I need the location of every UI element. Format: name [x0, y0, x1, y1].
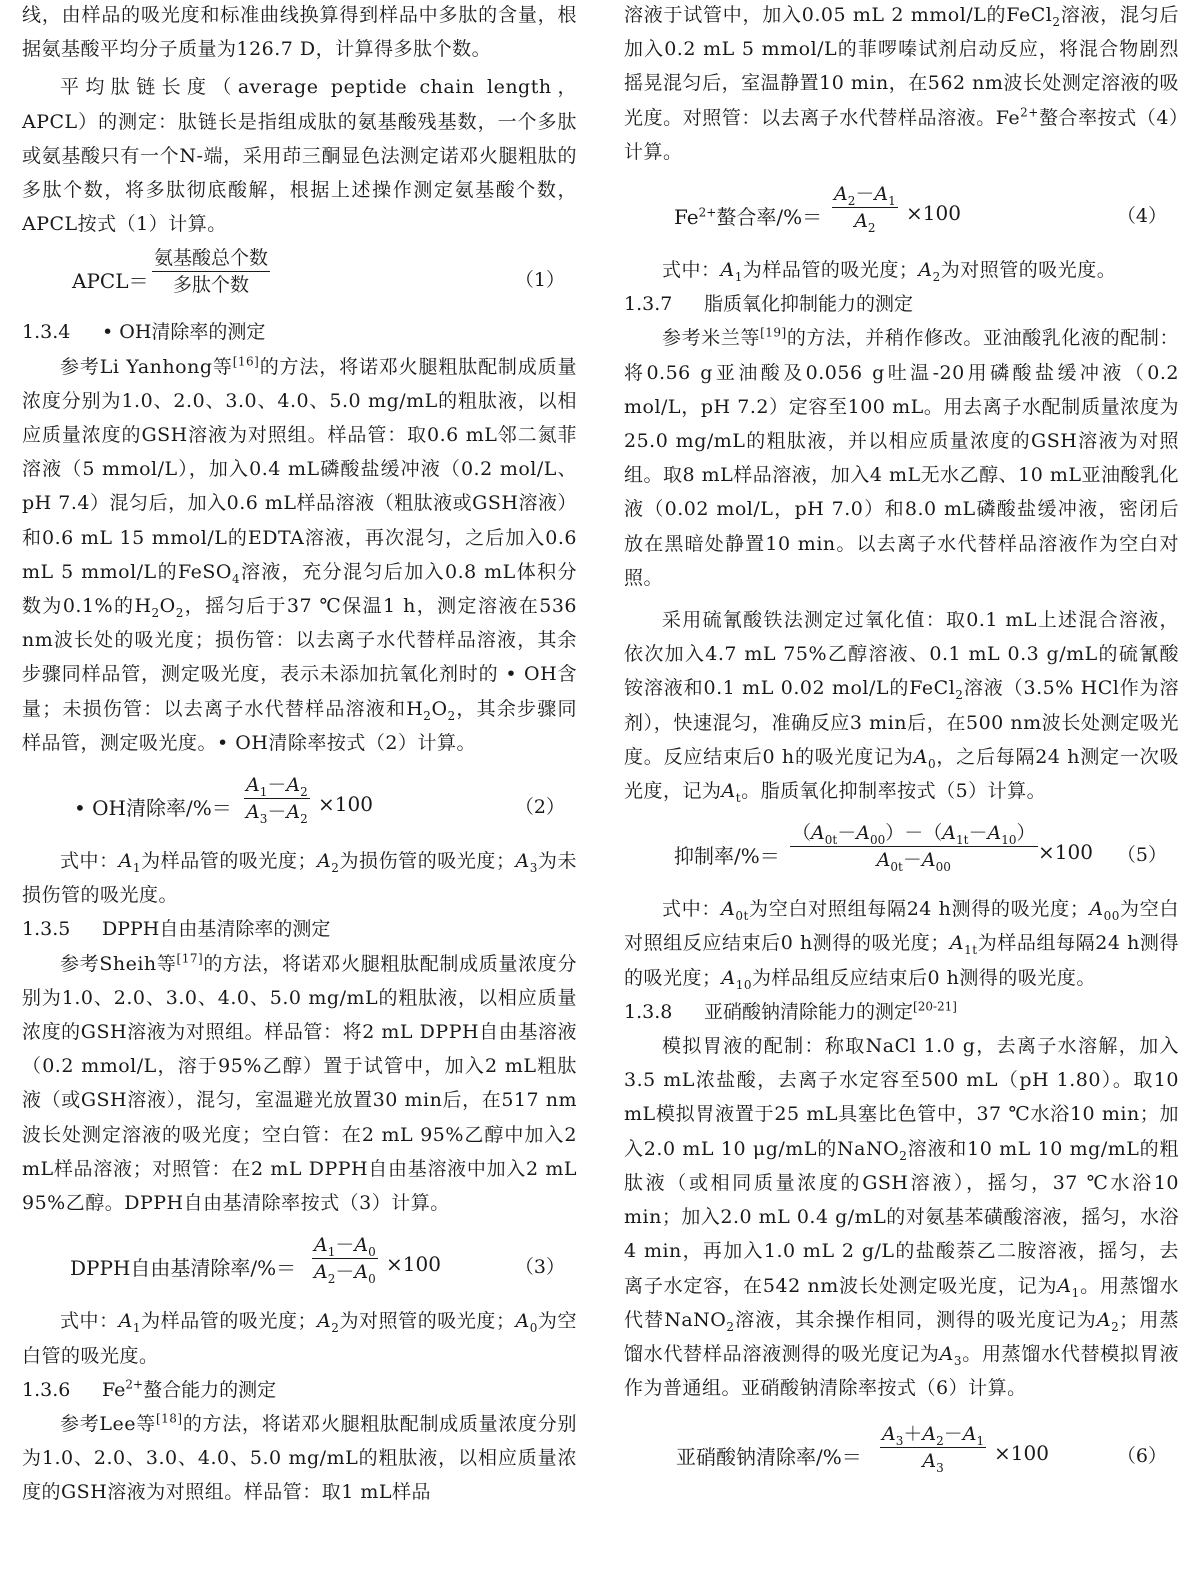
- equation-4-denominator: $A_2$: [854, 210, 876, 235]
- equation-2-lhs: • OH清除率/%＝: [74, 796, 232, 821]
- equation-3-fraction: [312, 1232, 378, 1285]
- equation-2-fraction: [244, 772, 310, 825]
- equation-4-number: （4）: [1116, 205, 1167, 228]
- equation-5-multiplier: ×100: [1038, 840, 1093, 865]
- right-column: [624, 0, 1179, 1489]
- section-number: 1.3.6: [22, 1378, 71, 1401]
- paragraph-thiocyanate-method: 采用硫氰酸铁法测定过氧化值：取0.1 mL上述混合溶液，依次加入4.7 mL 75%乙醇溶液、0.1 mL 0.3 g/mL的硫氰酸铵溶液和0.1 mL 0.02 mol/L的FeCl$_2$溶液（3.5% HCl作为溶剂），快速混匀，准确反应3 min后，在500 nm波长处测定吸光度。反应结束后0 h的吸光度记为$A_0$，之后每隔24 h测定一次吸光度，记为$A_t$。脂质氧化抑制率按式（5）计算。: [624, 609, 1180, 805]
- equation-4-lhs: $Fe^{2+}$螯合率/%＝: [674, 205, 823, 230]
- equation-6-fraction: [880, 1421, 986, 1474]
- equation-4-multiplier: ×100: [906, 201, 961, 226]
- equation-5-denominator: $A_{0t}-A_{00}$: [876, 849, 951, 875]
- equation-3: [22, 1220, 577, 1304]
- paragraph-lipid-method: 参考米兰等[19]的方法，并稍作修改。亚油酸乳化液的配制：将0.56 g亚油酸及0.056 g吐温-20用磷酸盐缓冲液（0.2 mol/L，pH 7.2）定容至100 mL。用去离子水配制质量浓度为25.0 mg/mL的粗肽液，并以相应质量浓度的GSH溶液为对照组。取8 mL样品溶液，加入4 mL无水乙醇、10 mL亚油酸乳化液（0.02 mol/L，pH 7.0）和8.0 mL磷酸盐缓冲液，密闭后放在黑暗处静置10 min。以去离子水代替样品溶液作为空白对照。: [624, 326, 1179, 589]
- paragraph-fe-method: 参考Lee等[18]的方法，将诺邓火腿粗肽配制成质量浓度分别为1.0、2.0、3.0、4.0、5.0 mg/mL的粗肽液，以相应质量浓度的GSH溶液为对照组。样品管：取1 mL样品: [22, 1411, 577, 1504]
- left-column: [22, 0, 577, 1510]
- equation-6-numerator: $A_3+A_2-A_1$: [882, 1423, 985, 1449]
- equation-4-fraction: [832, 181, 898, 234]
- section-heading-1-3-8: [624, 995, 1179, 1029]
- equation-4-numerator: $A_2-A_1$: [834, 183, 896, 208]
- equation-1-numerator: 氨基酸总个数: [154, 247, 269, 270]
- section-title: • OH清除率的测定: [102, 321, 266, 344]
- equation-2: [22, 760, 577, 844]
- section-number: 1.3.8: [624, 1000, 673, 1023]
- paragraph-eq4-where: 式中：$A_1$为样品管的吸光度；$A_2$为对照管的吸光度。: [662, 259, 1117, 284]
- equation-5-fraction: [790, 820, 1038, 873]
- section-number: 1.3.4: [22, 321, 71, 344]
- section-number: 1.3.5: [22, 918, 71, 941]
- section-title: DPPH自由基清除率的测定: [102, 918, 331, 941]
- section-title: 亚硝酸钠清除能力的测定[20-21]: [704, 999, 957, 1023]
- equation-6-lhs: 亚硝酸钠清除率/%＝: [676, 1445, 862, 1470]
- paragraph-eq2-where: 式中：$A_1$为样品管的吸光度；$A_2$为损伤管的吸光度；$A_3$为未损伤管的吸光度。: [22, 850, 577, 907]
- equation-5-lhs: 抑制率/%＝: [674, 844, 780, 869]
- paragraph-eq5-where: 式中：$A_{0t}$为空白对照组每隔24 h测得的吸光度；$A_{00}$为空白对照组反应结束后0 h测得的吸光度；$A_{1t}$为样品组每隔24 h测得的吸光度；$A_{10}$为样品组反应结束后0 h测得的吸光度。: [624, 898, 1179, 992]
- equation-6: [624, 1405, 1179, 1489]
- equation-3-multiplier: ×100: [386, 1252, 441, 1277]
- equation-1-lhs: APCL＝: [72, 269, 149, 294]
- equation-3-denominator: $A_2-A_0$: [314, 1261, 376, 1287]
- equation-1: [22, 239, 577, 315]
- paragraph-oh-method: 参考Li Yanhong等[16]的方法，将诺邓火腿粗肽配制成质量浓度分别为1.0、2.0、3.0、4.0、5.0 mg/mL的粗肽液，以相应质量浓度的GSH溶液为对照组。样品管：取0.6 mL邻二氮菲溶液（5 mmol/L），加入0.4 mL磷酸盐缓冲液（0.2 mol/L、pH 7.4）混匀后，加入0.6 mL样品溶液（粗肽液或GSH溶液）和0.6 mL 15 mmol/L的EDTA溶液，再次混匀，之后加入0.6 mL 5 mmol/L的FeSO$_4$溶液，充分混匀后加入0.8 mL体积分数为0.1%的$H_2O_2$，摇匀后于37 ℃保温1 h，测定溶液在536 nm波长处的吸光度；损伤管：以去离子水代替样品溶液，其余步骤同样品管，测定吸光度，表示未添加抗氧化剂时的 • OH含量；未损伤管：以去离子水代替样品溶液和$H_2O_2$，其余步骤同样品管，测定吸光度。• OH清除率按式（2）计算。: [22, 354, 577, 754]
- equation-2-number: （2）: [514, 796, 565, 819]
- paragraph-apcl: 平均肽链长度（average peptide chain length，APCL）的测定：肽链长是指组成肽的氨基酸残基数，一个多肽或氨基酸只有一个N-端，采用茚三酮显色法测定诺邓火腿粗肽的多肽个数，将多肽彻底酸解，根据上述操作测定氨基酸个数，APCL按式（1）计算。: [22, 76, 577, 236]
- equation-6-denominator: $A_3$: [922, 1450, 944, 1476]
- paragraph-intro-cont: 线，由样品的吸光度和标准曲线换算得到样品中多肽的含量，根据氨基酸平均分子质量为126.7 D，计算得多肽个数。: [22, 4, 577, 61]
- section-title: $Fe^{2+}$螯合能力的测定: [102, 1377, 277, 1401]
- section-heading-1-3-7: [624, 287, 1179, 321]
- section-title: 脂质氧化抑制能力的测定: [704, 293, 914, 316]
- equation-2-multiplier: ×100: [318, 792, 373, 817]
- paragraph-nano2-method: 模拟胃液的配制：称取NaCl 1.0 g，去离子水溶解，加入3.5 mL浓盐酸，去离子水定容至500 mL（pH 1.80）。取10 mL模拟胃液置于25 mL具塞比色管中，37 ℃水浴10 min；加入2.0 mL 10 μg/mL的NaNO$_2$溶液和10 mL 10 mg/mL的粗肽液（或相同质量浓度的GSH溶液），摇匀，37 ℃水浴10 min；加入2.0 mL 0.4 g/mL的对氨基苯磺酸溶液，摇匀，水浴4 min，再加入1.0 mL 2 g/L的盐酸萘乙二胺溶液，摇匀，去离子水定容，在542 nm波长处测定吸光度，记为$A_1$。用蒸馏水代替NaNO$_2$溶液，其余操作相同，测得的吸光度记为$A_2$；用蒸馏水代替样品溶液测得的吸光度记为$A_3$。用蒸馏水代替模拟胃液作为普通组。亚硝酸钠清除率按式（6）计算。: [624, 1035, 1179, 1400]
- section-heading-1-3-6: [22, 1373, 577, 1407]
- equation-1-fraction: [152, 245, 270, 298]
- equation-1-number: （1）: [514, 269, 565, 292]
- equation-1-denominator: 多肽个数: [173, 274, 250, 297]
- equation-3-numerator: $A_1-A_0$: [314, 1234, 376, 1260]
- equation-5: [624, 808, 1179, 892]
- equation-3-lhs: DPPH自由基清除率/%＝: [70, 1256, 297, 1281]
- equation-6-number: （6）: [1116, 1445, 1167, 1468]
- paragraph-eq3-where: 式中：$A_1$为样品管的吸光度；$A_2$为对照管的吸光度；$A_0$为空白管的吸光度。: [22, 1310, 577, 1367]
- equation-5-numerator: $(A_{0t}-A_{00})-(A_{1t}-A_{10})$: [792, 822, 1036, 848]
- section-number: 1.3.7: [624, 293, 673, 316]
- paragraph-fe-cont: 溶液于试管中，加入0.05 mL 2 mmol/L的FeCl$_2$溶液，混匀后加入0.2 mL 5 mmol/L的菲啰嗪试剂启动反应，将混合物剧烈摇晃混匀后，室温静置10 min，在562 nm波长处测定溶液的吸光度。对照管：以去离子水代替样品溶液。$Fe^{2+}$螯合率按式（4）计算。: [624, 4, 1180, 163]
- equation-2-numerator: $A_1-A_2$: [246, 774, 308, 799]
- equation-6-multiplier: ×100: [994, 1441, 1049, 1466]
- equation-4: [624, 171, 1179, 253]
- equation-3-number: （3）: [514, 1256, 565, 1279]
- equation-5-number: （5）: [1116, 844, 1167, 867]
- section-heading-1-3-5: [22, 912, 577, 946]
- equation-2-denominator: $A_3-A_2$: [246, 801, 308, 826]
- section-heading-1-3-4: [22, 315, 577, 349]
- paragraph-dpph-method: 参考Sheih等[17]的方法，将诺邓火腿粗肽配制成质量浓度分别为1.0、2.0、3.0、4.0、5.0 mg/mL的粗肽液，以相应质量浓度的GSH溶液为对照组。样品管：将2 mL DPPH自由基溶液（0.2 mmol/L，溶于95%乙醇）置于试管中，加入2 mL粗肽液（或GSH溶液），混匀，室温避光放置30 min后，在517 nm波长处测定溶液的吸光度；空白管：在2 mL 95%乙醇中加入2 mL样品溶液；对照管：在2 mL DPPH自由基溶液中加入2 mL 95%乙醇。DPPH自由基清除率按式（3）计算。: [22, 951, 577, 1215]
